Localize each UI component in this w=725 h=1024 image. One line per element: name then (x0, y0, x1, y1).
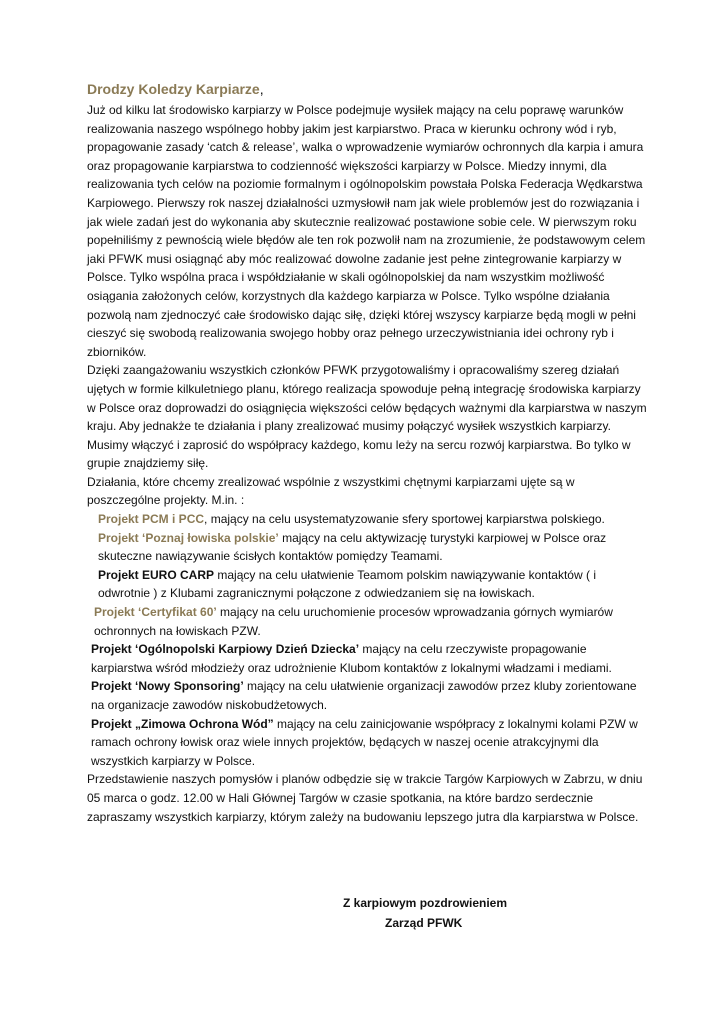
project-name: Projekt PCM i PCC (98, 512, 205, 527)
project-item (87, 566, 647, 603)
closing-paragraph: Przedstawienie naszych pomysłów i planów odbędzie się w trakcie Targów Karpiowych w Zabrzu, w dniu 05 marca o godz. 12.00 w Hali Głównej Targów w czasie spotkania, na które bardzo serdecznie zapraszamy wszystkich karpiarzy, którym zależy na budowaniu lepszego jutra dla karpiarstwa w Polsce. (87, 772, 643, 824)
project-name: Projekt „Zimowa Ochrona Wód” (91, 716, 274, 731)
project-description: , mający na celu usystematyzowanie sfery sportowej karpiarstwa polskiego. (204, 512, 605, 527)
project-description: mający na celu uruchomienie procesów wprowadzania górnych wymiarów ochronnych na łowiskach PZW. (94, 605, 613, 638)
second-paragraph: Dzięki zaangażowaniu wszystkich członków PFWK przygotowaliśmy i opracowaliśmy szereg działań ujętych w formie kilkuletniego planu, którego realizacja spowoduje pełną integrację środowiska karpiarzy w Polsce oraz doprowadzi do osiągnięcia większości celów będących ważnymi dla karpiarstwa w naszym kraju. Aby jednakże te działania i plany zrealizować musimy połączyć wysiłek wszystkich karpiarzy. Musimy włączyć i zaprosić do współpracy każdego, komu leży na sercu rozwój karpiarstwa. Bo tylko w grupie znajdziemy siłę. (87, 363, 647, 471)
project-name: Projekt ‘Certyfikat 60’ (94, 605, 217, 620)
project-description: mający na celu aktywizację turystyki karpiowej w Polsce oraz skuteczne nawiązywanie ścisłych kontaktów pomiędzy Teamami. (98, 530, 607, 564)
project-description: mający na celu ułatwienie Teamom polskim nawiązywanie kontaktów ( i odwrotnie ) z Klubami zagranicznymi połączone z odwiedzaniem się na łowiskach. (98, 567, 596, 601)
project-item (87, 510, 647, 529)
project-description: mający na celu ułatwienie organizacji zawodów przez kluby zorientowane na organizacje zawodów niskobudżetowych. (91, 679, 637, 712)
project-name: Projekt ‘Ogólnopolski Karpiowy Dzień Dziecka’ (91, 642, 360, 657)
letter-body (87, 80, 647, 826)
project-item (87, 677, 647, 714)
third-paragraph: Działania, które chcemy zrealizować wspólnie z wszystkimi chętnymi karpiarzami ujęte są w poszczególne projekty. M.in. : (87, 474, 575, 508)
project-item (87, 640, 647, 677)
greeting-heading (87, 80, 647, 98)
project-item (87, 603, 647, 640)
signature-greeting: Z karpiowym pozdrowieniem (343, 896, 508, 910)
project-item (87, 715, 647, 771)
project-name: Projekt ‘Nowy Sponsoring’ (91, 679, 244, 694)
project-name: Projekt ‘Poznaj łowiska polskie’ (98, 530, 279, 545)
intro-paragraph: Już od kilku lat środowisko karpiarzy w Polsce podejmuje wysiłek mający na celu poprawę warunków realizowania naszego wspólnego hobby jakim jest karpiarstwo. Praca w kierunku ochrony wód i ryb, propagowanie zasady ‘catch & release’, walka o wprowadzenie wymiarów ochronnych dla karpia i amura oraz propagowanie karpiarstwa to codzienność większości karpiarzy w Polsce. Miedzy innymi, dla realizowania tych celów na poziomie formalnym i ogólnopolskim powstała Polska Federacja Wędkarstwa Karpiowego. Pierwszy rok naszej działalności uzmysłowił nam jak wiele problemów jest do rozwiązania i jak wiele zadań jest do wykonania aby skutecznie realizować postawione sobie cele. W pierwszym roku popełniliśmy z pewnością wiele błędów ale ten rok pozwolił nam na zrozumienie, że podstawowym celem jaki PFWK musi osiągnąć aby móc realizować dowolne zadanie jest pełne zintegrowanie karpiarzy w Polsce. Tylko wspólna praca i współdziałanie w skali ogólnopolskiej da nam wszystkim możliwość osiągania założonych celów, korzystnych dla każdego karpiarza w Polsce. Tylko wspólne działania pozwolą nam zjednoczyć całe środowisko dając siłę, dzięki której wszyscy karpiarze będą mogli w pełni cieszyć się swobodą realizowania swojego hobby oraz pełnego urzeczywistniania idei ochrony ryb i zbiorników. (87, 103, 646, 359)
signature-board: Zarząd PFWK (385, 916, 463, 930)
project-name: Projekt EURO CARP (98, 567, 215, 582)
greeting-punctuation: , (259, 81, 264, 97)
project-item (87, 529, 647, 566)
project-description: mający na celu zainicjowanie współpracy z lokalnymi kolami PZW w ramach ochrony łowisk oraz wiele innych projektów, będących w naszej ocenie atrakcyjnymi dla wszystkich karpiarzy w Polsce. (91, 716, 638, 768)
project-description: mający na celu rzeczywiste propagowanie karpiarstwa wśród młodzieży oraz udrożnienie Klubom kontaktów z lokalnymi władzami i mediami. (91, 642, 612, 675)
greeting-text: Drodzy Koledzy Karpiarze (87, 81, 260, 97)
